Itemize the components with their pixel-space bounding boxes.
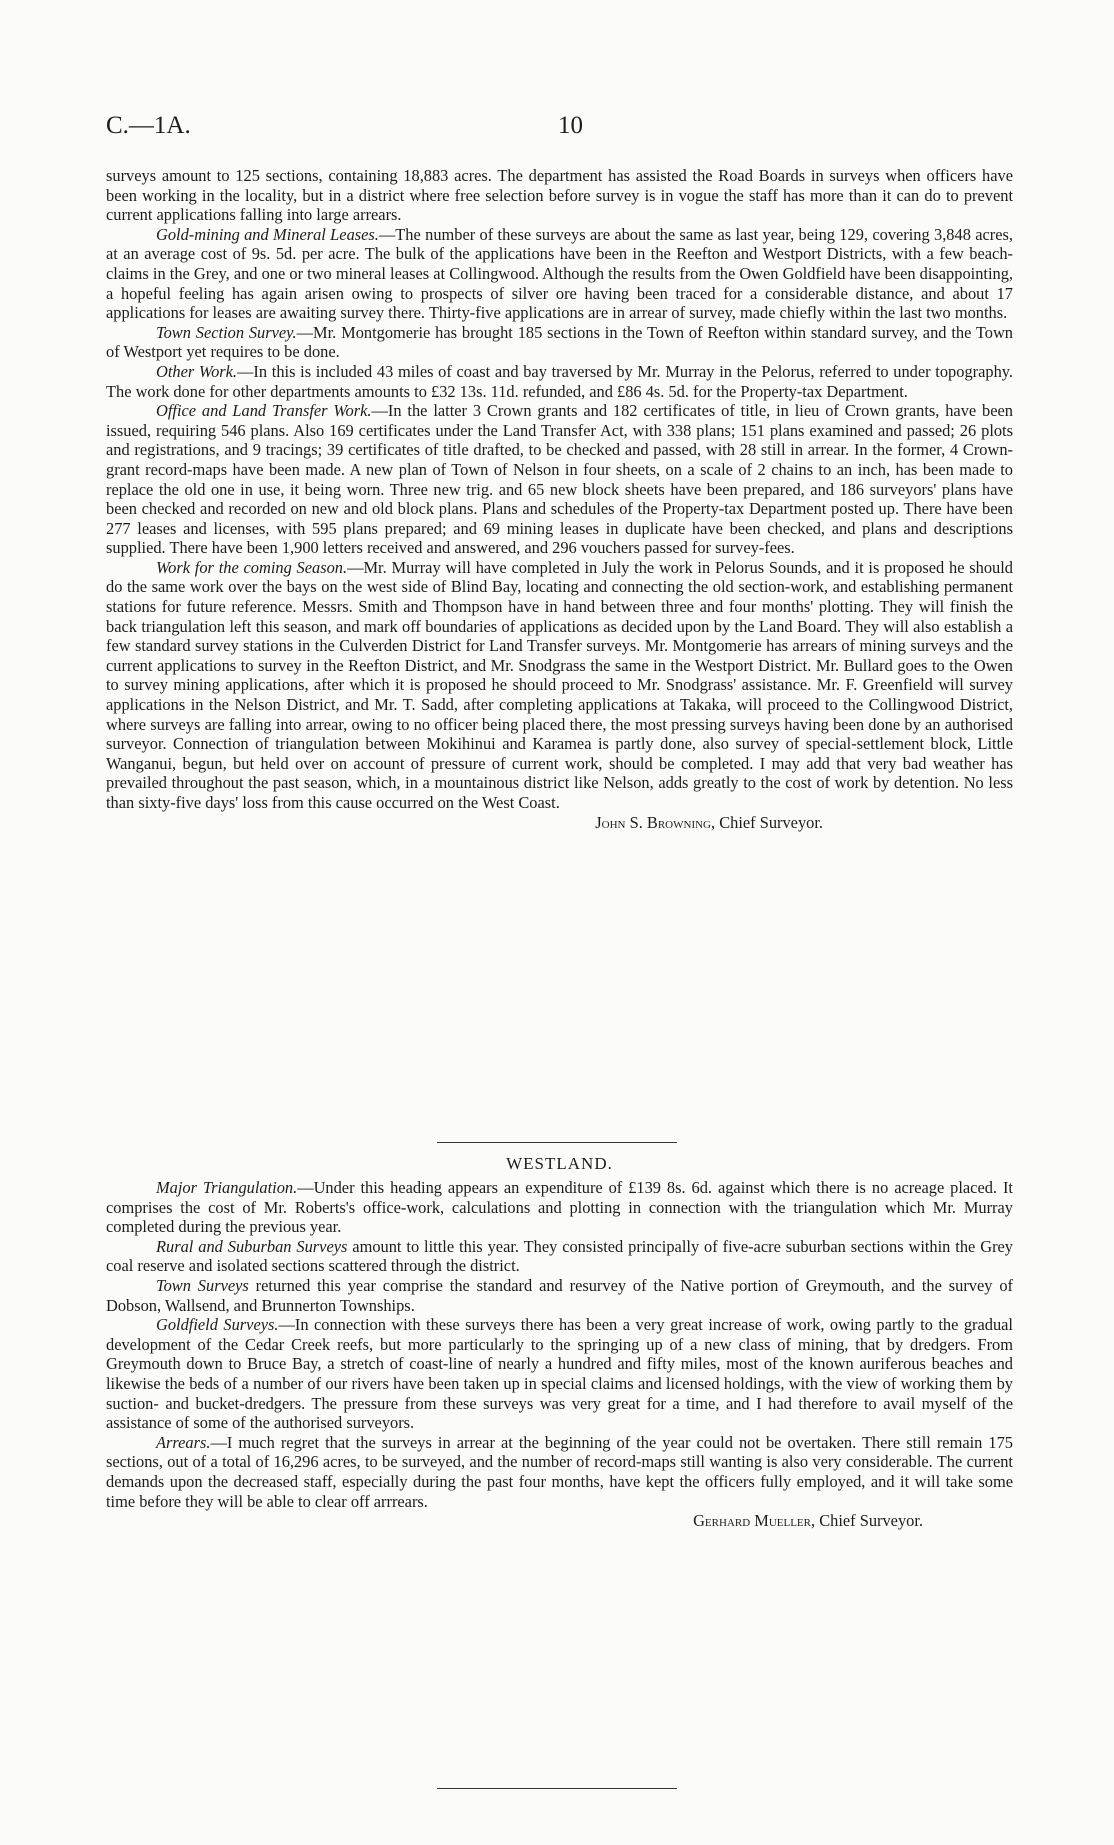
paragraph-text: —Mr. Montgomerie has brought 185 sections in the Town of Reefton within standard survey, and the Town of Westport yet requires to be done. bbox=[106, 322, 1013, 362]
paragraph-heading: Goldfield Surveys. bbox=[156, 1315, 279, 1335]
nelson-section bbox=[106, 166, 1013, 832]
paragraph-text: —I much regret that the surveys in arrear at the beginning of the year could not be overtaken. There still remain 175 sections, out of a total of 16,296 acres, to be surveyed, and the number of record-maps still wanting is also very considerable. The current demands upon the decreased staff, especially during the past four months, have kept the officers fully employed, and it will take some time before they will be able to clear off arrrears. bbox=[106, 1432, 1013, 1511]
paragraph-town-section bbox=[106, 323, 1013, 362]
paragraph-heading: Arrears. bbox=[156, 1432, 211, 1452]
signature-name: John S. Browning, bbox=[595, 812, 716, 832]
section-divider bbox=[437, 1788, 677, 1789]
paragraph-heading: Other Work. bbox=[156, 361, 238, 381]
section-divider bbox=[437, 1142, 677, 1143]
signature-westland bbox=[106, 1511, 1013, 1531]
paragraph-other-work bbox=[106, 362, 1013, 401]
paragraph-coming-season bbox=[106, 558, 1013, 813]
paragraph-heading: Major Triangulation. bbox=[156, 1178, 298, 1197]
paragraph-heading: Office and Land Transfer Work. bbox=[156, 401, 372, 421]
westland-heading: WESTLAND. bbox=[506, 1154, 613, 1173]
document-reference: C.—1A. bbox=[106, 112, 191, 139]
paragraph-text: —Under this heading appears an expenditure of £139 8s. 6d. against which there is no acreage placed. It comprises the cost of Mr. Roberts's office-work, calculations and plotting in connection with the triangulation which Mr. Murray completed during the previous year. bbox=[106, 1178, 1013, 1237]
paragraph-arrears bbox=[106, 1433, 1013, 1511]
page-number: 10 bbox=[558, 112, 583, 139]
signature-nelson bbox=[106, 813, 1013, 833]
paragraph-text: amount to little this year. They consisted principally of five-acre suburban sections within the Grey coal reserve and isolated sections scattered through the district. bbox=[106, 1236, 1013, 1276]
signature-title: Chief Surveyor. bbox=[715, 812, 823, 832]
paragraph-gold-mining bbox=[106, 225, 1013, 323]
paragraph-text: —The number of these surveys are about the same as last year, being 129, covering 3,848 acres, at an average cost of 9s. 5d. per acre. The bulk of the applications have been in the Reefton and Westport Districts, with a few beach-claims in the Grey, and one or two mineral leases at Collingwood. Although the results from the Owen Goldfield have been disappointing, a hopeful feeling has again arisen owing to prospects of silver ore having been traced for a considerable distance, and about 17 applications for leases are awaiting survey there. Thirty-five applications are in arrear of survey, made chiefly within the last two months. bbox=[106, 224, 1013, 323]
paragraph-heading: Town Surveys bbox=[156, 1275, 249, 1295]
paragraph-heading: Gold-mining and Mineral Leases. bbox=[156, 224, 379, 244]
paragraph-text: —In this is included 43 miles of coast and bay traversed by Mr. Murray in the Pelorus, referred to under topography. The work done for other departments amounts to £32 13s. 11d. refunded, and £86 4s. 5d. for the Property-tax Department. bbox=[106, 361, 1013, 401]
paragraph-town-surveys bbox=[106, 1276, 1013, 1315]
paragraph-goldfield-surveys bbox=[106, 1315, 1013, 1433]
paragraph-office-work bbox=[106, 401, 1013, 558]
paragraph-text: —In connection with these surveys there has been a very great increase of work, owing partly to the gradual development of the Cedar Creek reefs, but more particularly to the springing up of a new class of mining, that by dredgers. From Greymouth down to Bruce Bay, a stretch of coast-line of nearly a hundred and fifty miles, most of the known auriferous beaches and likewise the beds of a number of our rivers have been taken up in special claims and licensed holdings, with the view of working them by suction- and bucket-dredgers. The pressure from these surveys was very great for a time, and I had therefore to avail myself of the assistance of some of the authorised surveyors. bbox=[106, 1315, 1013, 1433]
signature-name: Gerhard Mueller, bbox=[693, 1511, 816, 1531]
intro-paragraph: surveys amount to 125 sections, containing 18,883 acres. The department has assisted the Road Boards in surveys when officers have been working in the locality, but in a district where free selection before survey is in vogue the staff has more than it can do to prevent current applications falling into large arrears. bbox=[106, 166, 1013, 225]
paragraph-heading: Work for the coming Season. bbox=[156, 557, 348, 577]
paragraph-heading: Rural and Suburban Surveys bbox=[156, 1236, 348, 1256]
westland-section bbox=[106, 1178, 1013, 1531]
paragraph-major-triangulation bbox=[106, 1178, 1013, 1237]
paragraph-text: —In the latter 3 Crown grants and 182 certificates of title, in lieu of Crown grants, have been issued, requiring 546 plans. Also 169 certificates under the Land Transfer Act, with 338 plans; 151 plans examined and passed; 26 plots and registrations, and 9 tracings; 39 certificates of title drafted, to be checked and passed, with 28 still in arrear. In the former, 4 Crown-grant record-maps have been made. A new plan of Town of Nelson in four sheets, on a scale of 2 chains to an inch, has been made to replace the old one in use, it being worn. Three new trig. and 65 new block sheets have been prepared, and 186 surveyors' plans have been checked and recorded on new and old block plans. Plans and schedules of the Property-tax Department posted up. There have been 277 leases and licenses, with 595 plans prepared; and 69 mining leases in duplicate have been checked, and plans and descriptions supplied. There have been 1,900 letters received and answered, and 296 vouchers passed for survey-fees. bbox=[106, 401, 1013, 558]
signature-title: Chief Surveyor. bbox=[815, 1511, 923, 1531]
paragraph-text: returned this year comprise the standard and resurvey of the Native portion of Greymouth, and the survey of Dobson, Wallsend, and Brunnerton Townships. bbox=[106, 1275, 1013, 1315]
paragraph-rural-surveys bbox=[106, 1237, 1013, 1276]
paragraph-heading: Town Section Survey. bbox=[156, 322, 297, 342]
paragraph-text: —Mr. Murray will have completed in July the work in Pelorus Sounds, and it is proposed he should do the same work over the bays on the west side of Blind Bay, locating and connecting the old section-work, and establishing permanent stations for future reference. Messrs. Smith and Thompson have in hand between three and four months' plotting. They will finish the back triangulation left this season, and mark off boundaries of applications as decided upon by the Land Board. They will also establish a few standard survey stations in the Culverden District for Land Transfer surveys. Mr. Montgomerie has arrears of mining surveys and the current applications to survey in the Reefton District, and Mr. Snodgrass the same in the Westport District. Mr. Bullard goes to the Owen to survey mining applications, after which it is proposed he should proceed to Mr. Snodgrass' assistance. Mr. F. Greenfield will survey applications in the Nelson District, and Mr. T. Sadd, after completing applications at Takaka, will proceed to the Collingwood District, where surveys are falling into arrear, owing to no officer being placed there, the most pressing surveys having been done by an authorised surveyor. Connection of triangulation between Mokihinui and Karamea is partly done, also survey of special-settlement block, Little Wanganui, begun, but held over on account of pressure of current work, should be completed. I may add that very bad weather has prevailed throughout the past season, which, in a mountainous district like Nelson, adds greatly to the cost of work by detention. No less than sixty-five days' loss from this cause occurred on the West Coast. bbox=[106, 557, 1013, 812]
page-header bbox=[106, 112, 1013, 152]
